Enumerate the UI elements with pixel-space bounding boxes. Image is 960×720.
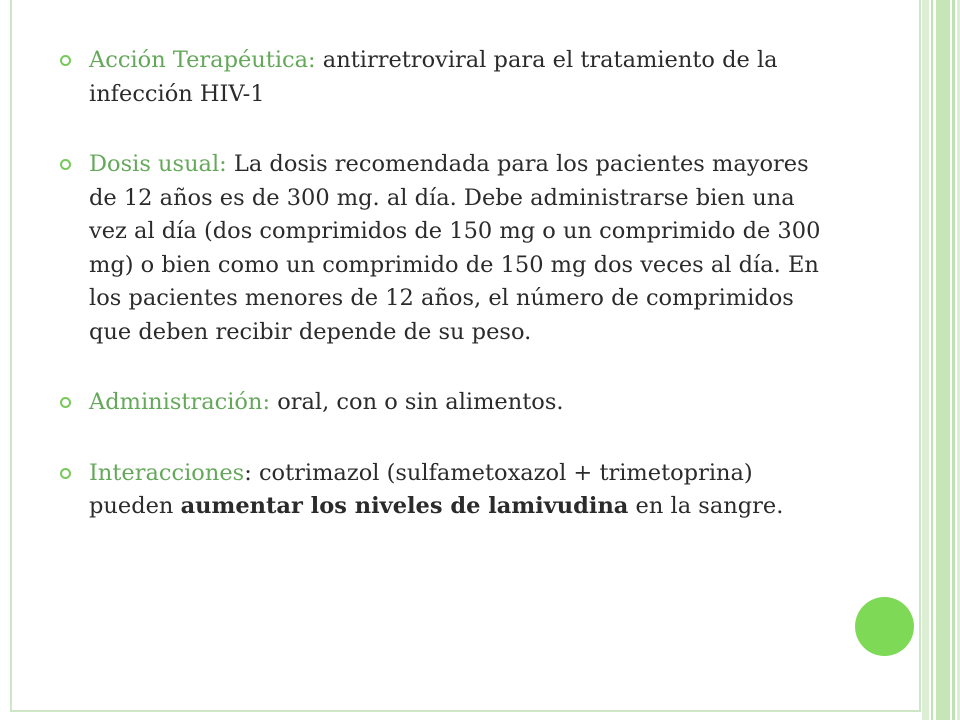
slide-frame-bottom-line [10,710,921,712]
bullet-item-accion-terapeutica [60,44,830,111]
bullet-label: Interacciones [89,459,245,486]
bullet-text: antirretroviral para el tratamiento de la infección HIV-1 [89,47,778,107]
bullet-text: La dosis recomendada para los pacientes mayores de 12 años es de 300 mg. al día. Debe administrarse bien una vez al día (dos comprimidos de 150 mg o un comprimido de 300 mg) o bien como un comprimido de 150 mg dos veces al día. En los pacientes menores de 12 años, el número de comprimidos que deben recibir depende de su peso. [89,151,821,345]
bullet-circle-icon [60,55,71,66]
bullet-circle-icon [60,397,71,408]
bullet-label: Acción Terapéutica: [89,47,316,73]
bullet-bold-text: aumentar los niveles de lamivudina [180,493,629,519]
bullet-text-after: en la sangre. [635,493,784,519]
bullet-label: Administración: [89,389,271,415]
bullet-circle-icon [60,468,71,479]
bullet-circle-icon [60,159,71,170]
bullet-text: oral, con o sin alimentos. [277,389,564,415]
decorative-stripe [952,0,955,720]
bullet-item-dosis-usual [60,148,830,349]
decorative-stripe [922,0,929,720]
decorative-stripe [936,0,950,720]
bullet-list [60,44,830,561]
bullet-item-administracion [60,386,830,420]
bullet-label: Dosis usual: [89,151,227,177]
bullet-text: : cotrimazol (sulfametoxazol + trimetoprina) pueden [89,459,753,519]
bullet-item-interacciones [60,457,830,524]
decorative-green-circle [855,597,914,656]
decorative-stripe [931,0,933,720]
